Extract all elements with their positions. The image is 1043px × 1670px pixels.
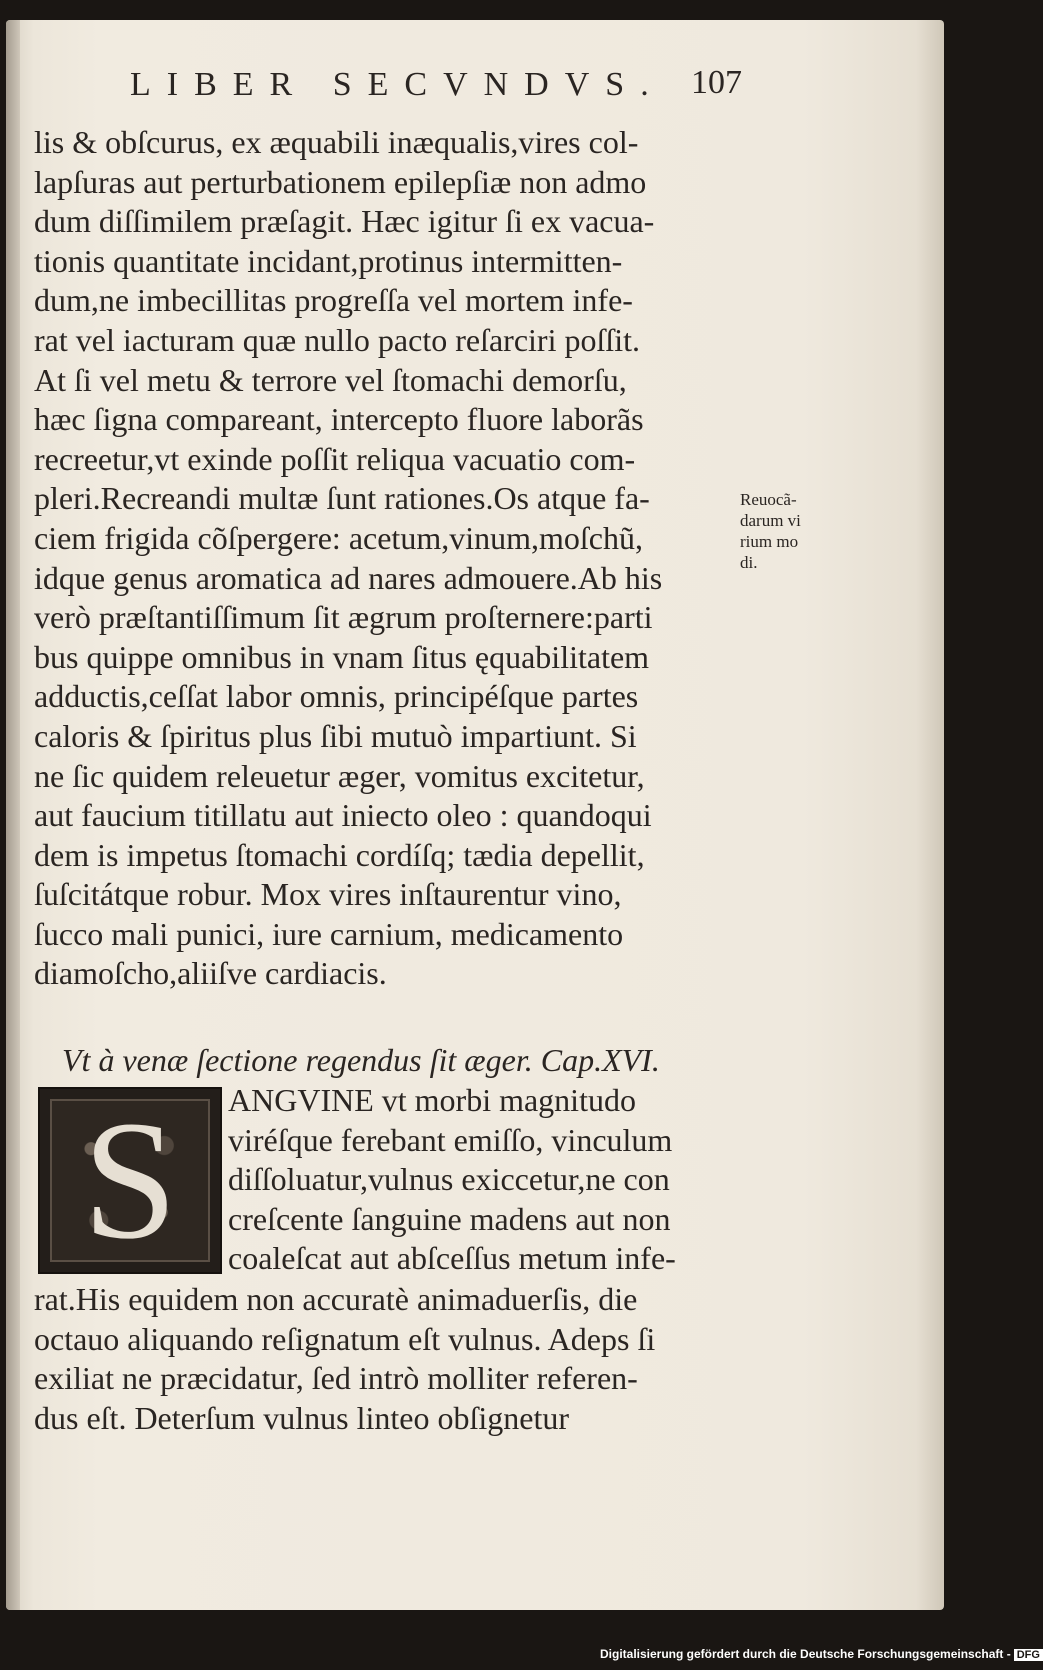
chapter-text-line: creſcente ſanguine madens aut non — [228, 1200, 671, 1237]
text-line: pleri.Recreandi multæ ſunt rationes.Os atque fa- — [34, 480, 650, 517]
page-number: 107 — [691, 64, 742, 101]
text-line: rat vel iacturam quæ nullo pacto reſarciri poſſit. — [34, 321, 641, 358]
chapter-text-line: diſſoluatur,vulnus exiccetur,ne con — [228, 1161, 670, 1198]
margin-note — [740, 489, 840, 573]
text-line: diamoſcho,aliiſve cardiacis. — [34, 955, 387, 992]
text-line: ne ſic quidem releuetur æger, vomitus excitetur, — [34, 757, 645, 794]
text-line: idque genus aromatica ad nares admouere.Ab his — [34, 559, 663, 596]
chapter-text-line: rat.His equidem non accuratè animaduerſis, die — [34, 1281, 638, 1317]
chapter-text-line: viréſque ferebant emiſſo, vinculum — [228, 1121, 673, 1158]
text-line: ciem frigida cõſpergere: acetum,vinum,moſchũ, — [34, 519, 643, 556]
page-gutter — [6, 20, 20, 1610]
margin-note-line: Reuocã- — [740, 490, 797, 509]
text-line: aut faucium titillatu aut iniecto oleo : quandoqui — [34, 797, 652, 834]
text-line: hæc ſigna compareant, intercepto fluore laborãs — [34, 401, 644, 438]
text-line: dum diſſimilem præſagit. Hæc igitur ſi ex vacua- — [34, 203, 655, 240]
chapter-text-line: exiliat ne præcidatur, ſed intrò molliter referen- — [34, 1360, 638, 1397]
chapter-text-line: ANGVINE vt morbi magnitudo — [228, 1082, 636, 1118]
text-line: caloris & ſpiritus plus ſibi mutuò impartiunt. Si — [34, 717, 637, 754]
text-line: lis & obſcurus, ex æquabili inæqualis,vires col- — [34, 124, 639, 160]
text-line: tionis quantitate incidant,protinus intermitten- — [34, 242, 623, 279]
text-line: bus quippe omnibus in vnam ſitus ęquabilitatem — [34, 638, 650, 675]
text-line: ſucco mali punici, iure carnium, medicamento — [34, 915, 624, 952]
margin-note-line: di. — [740, 553, 758, 572]
margin-note-line: darum vi — [740, 511, 801, 530]
page-header — [70, 60, 742, 110]
chapter-continuation — [34, 1280, 739, 1438]
chapter-first-lines — [228, 1081, 748, 1279]
decorated-initial — [38, 1087, 222, 1274]
dfg-logo: DFG — [1014, 1649, 1043, 1661]
text-line: adductis,ceſſat labor omnis, principéſque partes — [34, 678, 639, 715]
body-text — [34, 123, 739, 994]
text-line: dum,ne imbecillitas progreſſa vel mortem infe- — [34, 282, 633, 319]
text-line: ſuſcitátque robur. Mox vires inſtaurentur vino, — [34, 876, 622, 913]
running-head: LIBER SECVNDVS. — [130, 66, 665, 103]
footer-credit-text: Digitalisierung gefördert durch die Deutsche Forschungsgemeinschaft - — [600, 1647, 1011, 1661]
text-line: verò præſtantiſſimum ſit ægrum proſternere:parti — [34, 599, 653, 636]
footer-credit — [600, 1647, 1043, 1661]
text-line: recreetur,vt exinde poſſit reliqua vacuatio com- — [34, 440, 636, 477]
margin-note-line: rium mo — [740, 532, 799, 551]
text-line: At ſi vel metu & terrore vel ſtomachi demorſu, — [34, 361, 627, 398]
chapter-text-line: coaleſcat aut abſceſſus metum infe- — [228, 1240, 676, 1277]
initial-letter: S — [82, 1086, 178, 1274]
chapter-text-line: octauo aliquando reſignatum eſt vulnus. Adeps ſi — [34, 1320, 656, 1357]
text-line: dem is impetus ſtomachi cordíſq; tædia depellit, — [34, 836, 645, 873]
text-line: lapſuras aut perturbationem epilepſiæ non admo — [34, 163, 647, 200]
chapter-text-line: dus eſt. Deterſum vulnus linteo obſignetur — [34, 1399, 570, 1436]
chapter-title: Vt à venæ ſectione regendus ſit æger. Cap.XVI. — [62, 1042, 660, 1078]
